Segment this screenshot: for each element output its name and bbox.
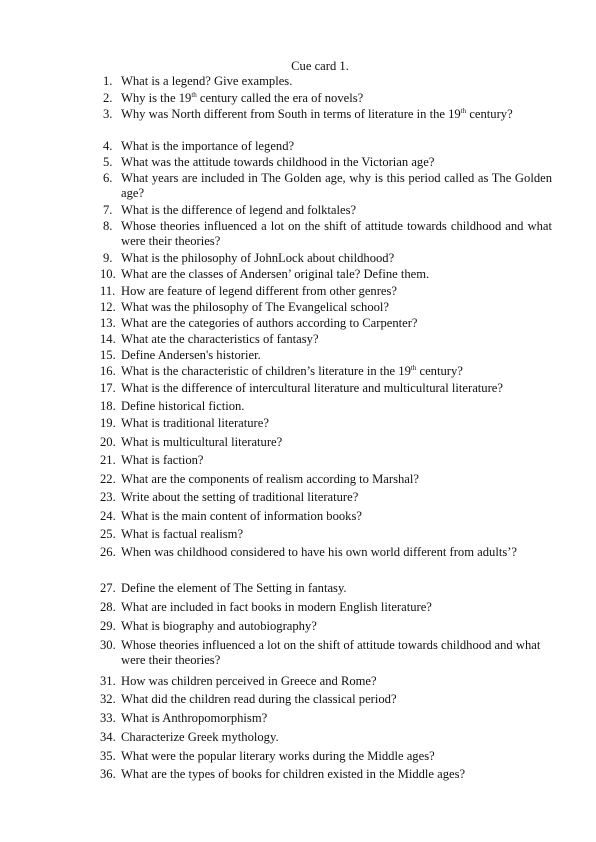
question-text: What ate the characteristics of fantasy? [121,332,319,346]
question-item [103,91,552,106]
question-text: What is multicultural literature? [121,435,283,449]
question-number: 19. [100,416,116,430]
question-number: 24. [100,509,116,523]
question-number: 11. [100,284,116,298]
question-item [100,435,552,450]
question-number: 4. [103,139,113,153]
question-text: What is the main content of information books? [121,509,362,523]
question-number: 10. [100,267,116,281]
question-number: 26. [100,545,116,559]
question-text: What are the categories of authors according to Carpenter? [121,316,418,330]
question-text: Define historical fiction. [121,399,245,413]
question-item [100,730,552,745]
question-number: 17. [100,381,116,395]
question-item [100,332,552,347]
question-item [100,619,552,634]
question-text: What is the philosophy of JohnLock about childhood? [121,251,395,265]
question-text: What was the philosophy of The Evangelical school? [121,300,390,314]
question-number: 34. [100,730,116,744]
page-title: Cue card 1. [291,59,349,73]
question-item [100,674,552,689]
question-number: 18. [100,399,116,413]
question-item [100,284,552,299]
question-text: What is the difference of intercultural literature and multicultural literature? [121,381,503,395]
question-number: 2. [103,91,113,105]
question-number: 3. [103,107,113,121]
question-text: What is factual realism? [121,527,244,541]
question-text: How are feature of legend different from other genres? [121,284,397,298]
question-text: What did the children read during the classical period? [121,692,397,706]
question-text: What years are included in The Golden age, why is this period called as The Golden age? [121,171,552,201]
question-number: 9. [103,251,113,265]
question-item [103,203,552,218]
question-text: What is Anthropomorphism? [121,711,268,725]
question-text: Why is the 19th century called the era of novels? [121,91,364,105]
question-number: 20. [100,435,116,449]
question-item [100,638,552,668]
question-item [100,767,552,782]
question-number: 30. [100,638,116,652]
question-text: Whose theories influenced a lot on the shift of attitude towards childhood and what were their theories? [121,219,552,249]
question-text: What is a legend? Give examples. [121,74,293,88]
question-number: 7. [103,203,113,217]
question-item [103,171,552,201]
question-item [103,107,552,122]
question-item [100,509,552,524]
question-item [100,348,552,363]
question-number: 22. [100,472,116,486]
question-number: 36. [100,767,116,781]
question-item [100,364,552,379]
ordinal-superscript: th [191,91,197,99]
question-item [100,490,552,505]
question-item [103,139,552,154]
question-number: 1. [103,74,113,88]
question-text: What are included in fact books in modern English literature? [121,600,432,614]
question-text: What is faction? [121,453,204,467]
question-text: Write about the setting of traditional literature? [121,490,359,504]
question-item [100,316,552,331]
question-item [100,267,552,282]
question-item [100,527,552,542]
question-number: 15. [100,348,116,362]
question-item [103,251,552,266]
question-item [100,581,552,596]
question-number: 35. [100,749,116,763]
question-text: Define the element of The Setting in fantasy. [121,581,347,595]
question-number: 33. [100,711,116,725]
question-item [100,472,552,487]
question-number: 8. [103,219,113,233]
question-item [103,74,552,89]
question-number: 25. [100,527,116,541]
question-text: What is the characteristic of children’s literature in the 19th century? [121,364,463,378]
question-number: 28. [100,600,116,614]
question-text: What is the importance of legend? [121,139,295,153]
question-item [100,600,552,615]
question-text: Why was North different from South in terms of literature in the 19th century? [121,107,513,121]
question-item [100,545,552,560]
question-text: What are the types of books for children existed in the Middle ages? [121,767,466,781]
question-item [100,416,552,431]
question-text: What is traditional literature? [121,416,269,430]
question-number: 23. [100,490,116,504]
question-text: When was childhood considered to have his own world different from adults’? [121,545,518,559]
question-number: 27. [100,581,116,595]
question-number: 6. [103,171,113,185]
question-number: 14. [100,332,116,346]
question-item [100,749,552,764]
question-number: 21. [100,453,116,467]
question-item [103,219,552,249]
question-number: 13. [100,316,116,330]
question-text: Define Andersen's historier. [121,348,261,362]
question-number: 16. [100,364,116,378]
question-number: 31. [100,674,116,688]
question-text: What is the difference of legend and folktales? [121,203,357,217]
question-text: What are the components of realism according to Marshal? [121,472,419,486]
question-number: 5. [103,155,113,169]
question-text: Whose theories influenced a lot on the shift of attitude towards childhood and what were their theories? [121,638,541,668]
question-item [100,711,552,726]
question-text: What was the attitude towards childhood in the Victorian age? [121,155,435,169]
question-item [100,381,552,396]
ordinal-superscript: th [410,364,417,372]
question-item [100,453,552,468]
question-item [100,399,552,414]
question-item [100,300,552,315]
question-number: 29. [100,619,116,633]
question-text: How was children perceived in Greece and Rome? [121,674,377,688]
question-text: What were the popular literary works during the Middle ages? [121,749,435,763]
question-item [100,692,552,707]
question-text: Characterize Greek mythology. [121,730,279,744]
question-number: 32. [100,692,116,706]
ordinal-superscript: th [460,107,467,115]
question-number: 12. [100,300,116,314]
question-text: What are the classes of Andersen’ original tale? Define them. [121,267,430,281]
question-item [103,155,552,170]
question-text: What is biography and autobiography? [121,619,317,633]
